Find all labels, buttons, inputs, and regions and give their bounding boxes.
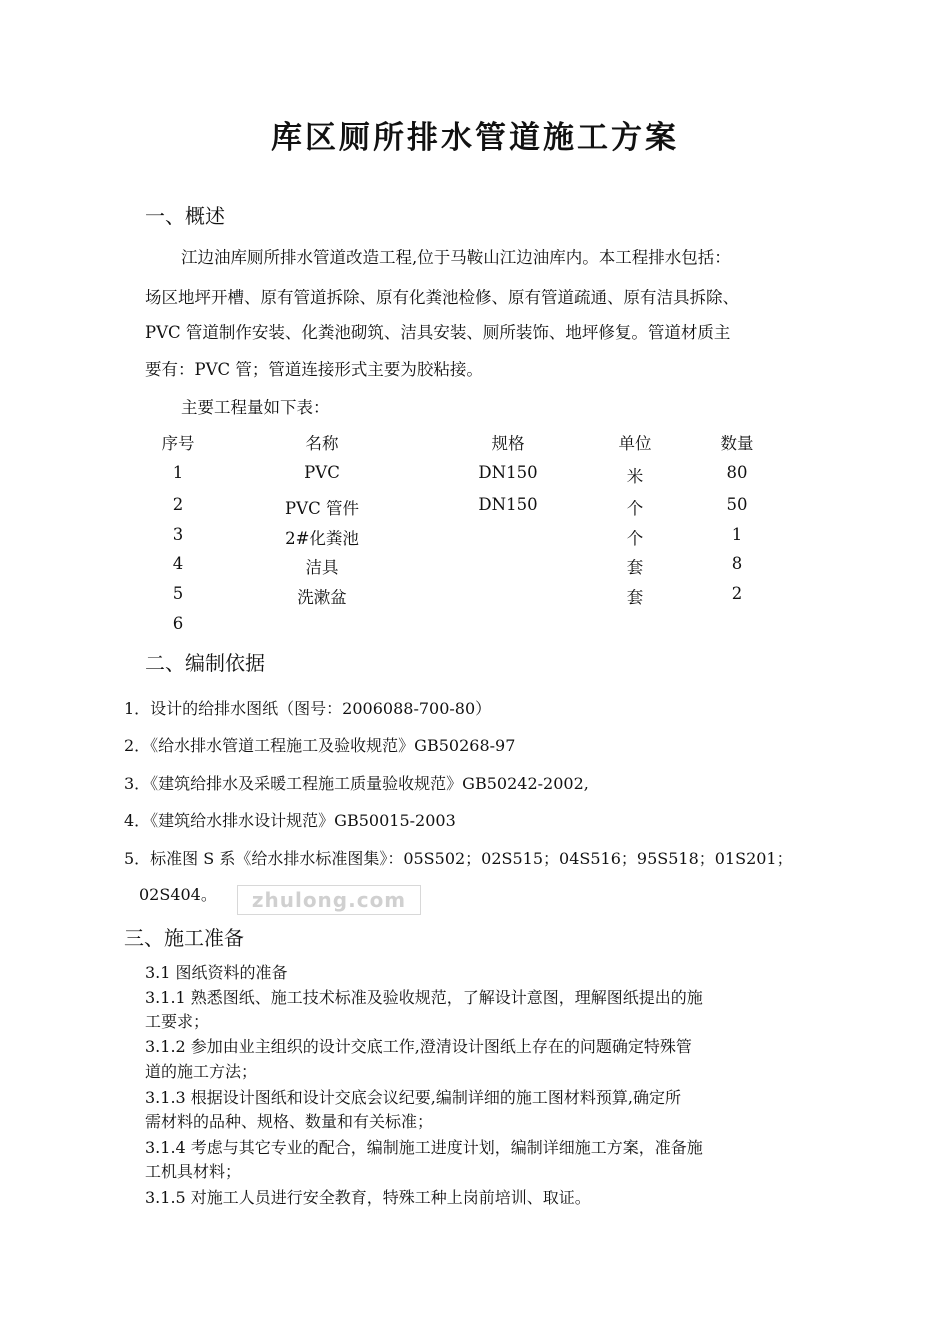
basis-item: 2．《给水排水管道工程施工及验收规范》GB50268-97 [124,736,516,755]
preparation-line: 3.1.3 根据设计图纸和设计交底会议纪要,编制详细的施工图材料预算,确定所 [145,1088,681,1107]
watermark: zhulong.com [237,885,421,915]
overview-paragraph-line-2: 场区地坪开槽、原有管道拆除、原有化粪池检修、原有管道疏通、原有洁具拆除、 [145,288,739,307]
table-cell: 洗漱盆 [297,588,347,607]
table-cell: DN150 [478,495,538,514]
table-cell: 套 [626,558,644,577]
table-cell: PVC [304,463,340,482]
table-cell: 80 [726,463,748,482]
table-cell: 2#化粪池 [285,529,359,548]
table-cell: 2 [731,584,743,603]
overview-paragraph-line-1: 江边油库厕所排水管道改造工程,位于马鞍山江边油库内。本工程排水包括： [181,248,731,267]
table-header-cell: 数量 [720,434,754,453]
table-row [0,554,950,582]
table-header-row [0,430,950,458]
basis-item-continuation: 02S404。 [139,885,217,904]
table-row [0,525,950,553]
table-cell: 50 [726,495,748,514]
table-header-cell: 规格 [491,434,525,453]
section-heading-overview: 一、概述 [145,204,225,228]
basis-item: 4．《建筑给水排水设计规范》GB50015-2003 [124,811,456,830]
table-cell: 3 [172,525,184,544]
table-header-cell: 序号 [161,434,195,453]
table-cell: 个 [626,499,644,518]
table-row [0,584,950,612]
table-row [0,495,950,523]
table-cell: 8 [731,554,743,573]
table-intro: 主要工程量如下表： [181,398,330,417]
section-heading-basis: 二、编制依据 [145,651,265,675]
preparation-line: 3.1.2 参加由业主组织的设计交底工作,澄清设计图纸上存在的问题确定特殊管 [145,1037,692,1056]
preparation-line: 3.1.5 对施工人员进行安全教育，特殊工种上岗前培训、取证。 [145,1188,591,1207]
basis-item: 1．设计的给排水图纸（图号：2006088-700-80） [124,699,492,718]
basis-item: 5．标准图 S 系《给水排水标准图集》：05S502；02S515；04S516；95S518；01S201； [124,849,793,868]
table-cell: PVC 管件 [285,499,359,518]
table-cell: 6 [172,614,184,633]
table-cell: 1 [172,463,184,482]
table-cell: 洁具 [305,558,339,577]
table-header-cell: 名称 [305,434,339,453]
preparation-line: 3.1.4 考虑与其它专业的配合，编制施工进度计划，编制详细施工方案，准备施 [145,1138,703,1157]
preparation-line: 道的施工方法； [145,1062,258,1081]
table-cell: DN150 [478,463,538,482]
basis-item: 3．《建筑给排水及采暖工程施工质量验收规范》GB50242-2002, [124,774,589,793]
preparation-line: 3.1 图纸资料的准备 [145,963,288,982]
table-cell: 套 [626,588,644,607]
table-row [0,463,950,491]
document-title: 库区厕所排水管道施工方案 [271,120,679,156]
preparation-line: 需材料的品种、规格、数量和有关标准； [145,1112,434,1131]
preparation-line: 3.1.1 熟悉图纸、施工技术标准及验收规范，了解设计意图，理解图纸提出的施 [145,988,703,1007]
preparation-line: 工机具材料； [145,1162,242,1181]
table-row [0,614,950,642]
table-cell: 个 [626,529,644,548]
table-cell: 1 [731,525,743,544]
table-header-cell: 单位 [618,434,652,453]
section-heading-preparation: 三、施工准备 [124,926,244,950]
table-cell: 5 [172,584,184,603]
preparation-line: 工要求； [145,1012,210,1031]
table-cell: 米 [626,467,644,486]
table-cell: 4 [172,554,184,573]
overview-paragraph-line-4: 要有：PVC 管；管道连接形式主要为胶粘接。 [145,360,483,379]
table-cell: 2 [172,495,184,514]
overview-paragraph-line-3: PVC 管道制作安装、化粪池砌筑、洁具安装、厕所装饰、地坪修复。管道材质主 [145,323,731,342]
